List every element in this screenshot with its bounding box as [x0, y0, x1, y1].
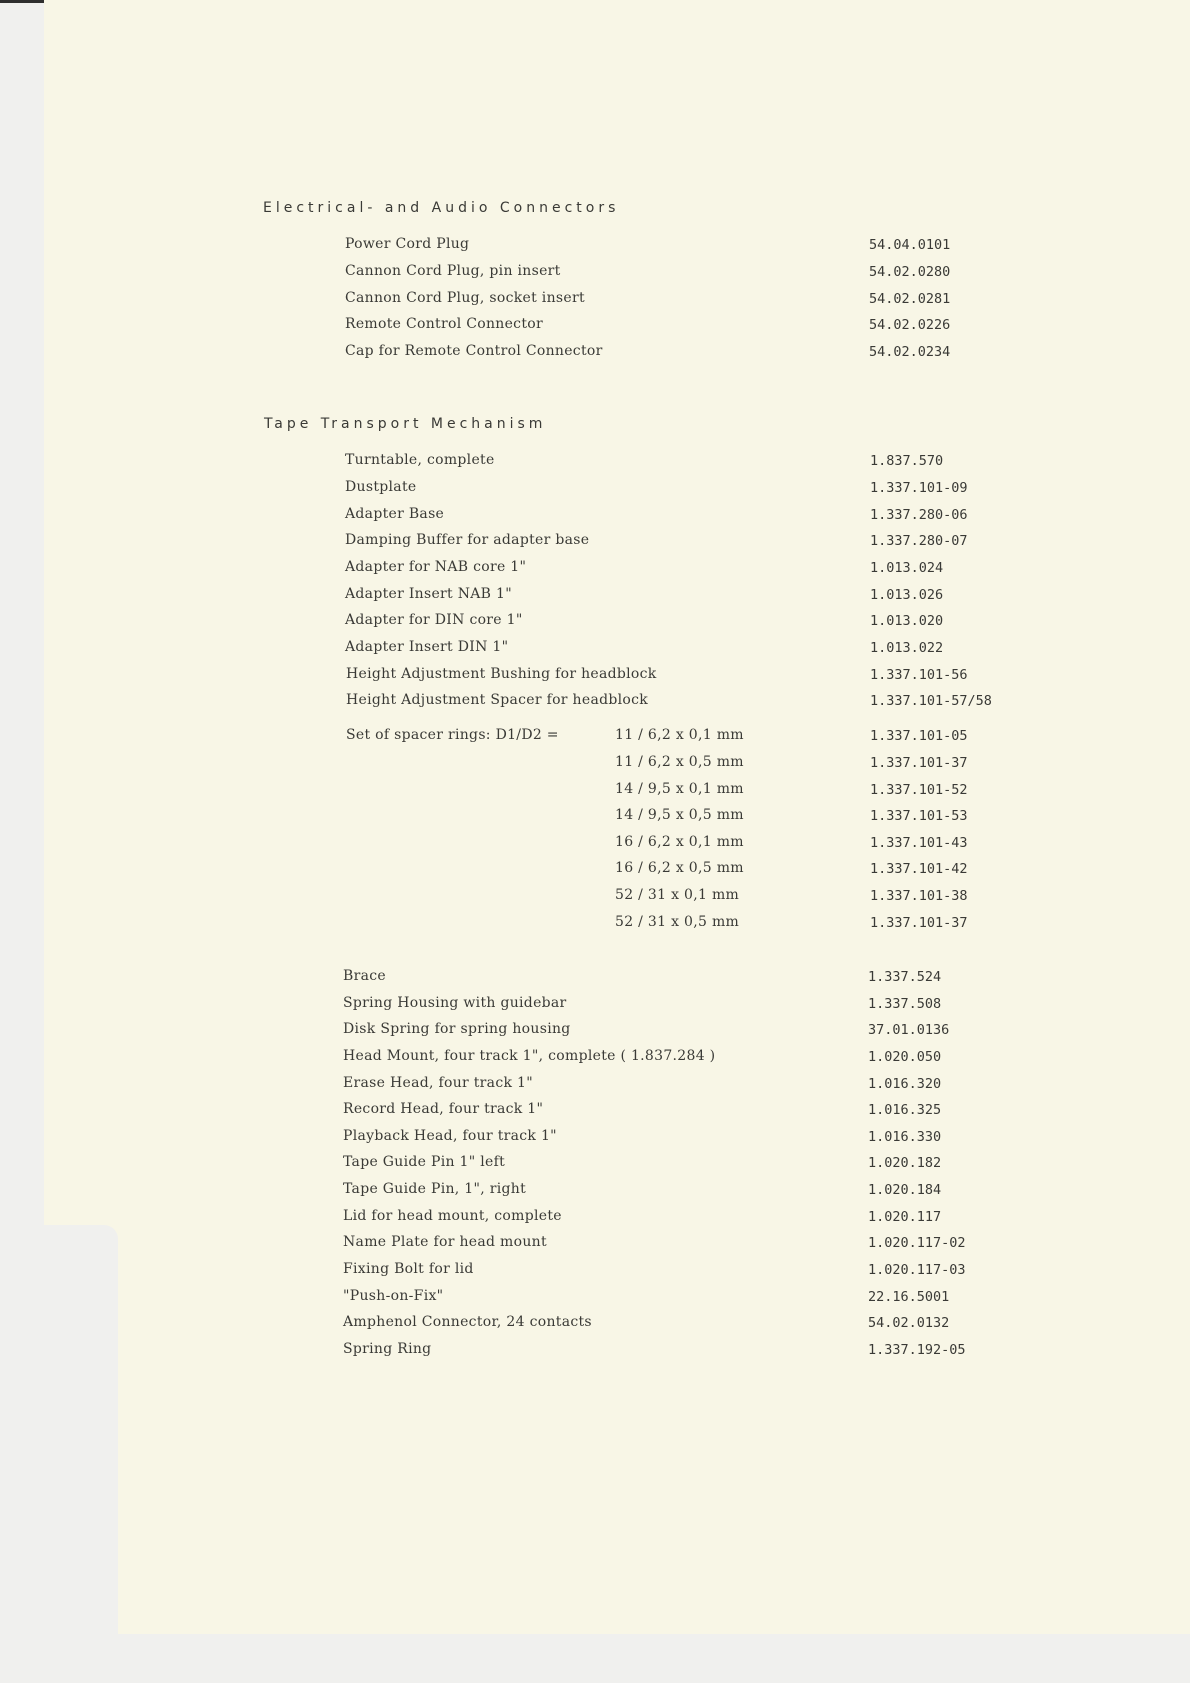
- part-number: 1.337.101-56: [870, 667, 968, 683]
- part-label: Power Cord Plug: [345, 236, 470, 252]
- part-number: 1.337.101-37: [870, 755, 968, 771]
- part-label: "Push-on-Fix": [343, 1288, 444, 1304]
- part-number: 1.337.280-06: [870, 507, 968, 523]
- section-heading-connectors: Electrical- and Audio Connectors: [263, 200, 620, 216]
- part-label: Damping Buffer for adapter base: [345, 532, 590, 548]
- ring-size: 16 / 6,2 x 0,5 mm: [615, 860, 744, 876]
- part-number: 1.016.330: [868, 1129, 942, 1145]
- part-number: 1.013.024: [870, 560, 944, 576]
- part-number: 1.337.101-57/58: [870, 693, 992, 709]
- part-number: 1.020.117-02: [868, 1235, 966, 1251]
- part-label: Height Adjustment Bushing for headblock: [346, 666, 657, 682]
- part-label: Adapter Insert DIN 1": [345, 639, 509, 655]
- part-label: Name Plate for head mount: [343, 1234, 547, 1250]
- part-label: Adapter Base: [345, 506, 445, 522]
- ring-size: 52 / 31 x 0,5 mm: [615, 914, 740, 930]
- document-page: [44, 0, 1190, 1634]
- part-number: 54.02.0281: [869, 291, 951, 307]
- part-label: Adapter for DIN core 1": [345, 612, 523, 628]
- part-number: 1.020.184: [868, 1182, 942, 1198]
- part-label: Fixing Bolt for lid: [343, 1261, 474, 1277]
- part-label: Tape Guide Pin, 1", right: [343, 1181, 527, 1197]
- part-number: 1.016.325: [868, 1102, 942, 1118]
- ring-size: 16 / 6,2 x 0,1 mm: [615, 834, 744, 850]
- part-label: Spring Housing with guidebar: [343, 995, 567, 1011]
- ring-size: 11 / 6,2 x 0,1 mm: [615, 727, 744, 743]
- part-label: Cannon Cord Plug, pin insert: [345, 263, 561, 279]
- part-number: 1.013.020: [870, 613, 944, 629]
- part-label: Record Head, four track 1": [343, 1101, 544, 1117]
- ring-size: 11 / 6,2 x 0,5 mm: [615, 754, 744, 770]
- part-label: Spring Ring: [343, 1341, 432, 1357]
- part-number: 1.337.280-07: [870, 533, 968, 549]
- part-label: Remote Control Connector: [345, 316, 543, 332]
- part-label: Amphenol Connector, 24 contacts: [343, 1314, 592, 1330]
- part-number: 1.337.524: [868, 969, 942, 985]
- part-number: 1.016.320: [868, 1076, 942, 1092]
- part-label: Brace: [343, 968, 386, 984]
- part-number: 1.337.101-38: [870, 888, 968, 904]
- part-number: 1.337.101-05: [870, 728, 968, 744]
- part-label: Erase Head, four track 1": [343, 1075, 533, 1091]
- part-number: 37.01.0136: [868, 1022, 950, 1038]
- part-number: 1.337.192-05: [868, 1342, 966, 1358]
- part-number: 1.020.182: [868, 1155, 942, 1171]
- part-label: Playback Head, four track 1": [343, 1128, 557, 1144]
- scan-edge: [0, 0, 46, 3]
- part-number: 1.337.101-43: [870, 835, 968, 851]
- part-label: Dustplate: [345, 479, 417, 495]
- part-label: Tape Guide Pin 1" left: [343, 1154, 506, 1170]
- part-label: Adapter Insert NAB 1": [345, 586, 512, 602]
- part-number: 54.02.0226: [869, 317, 951, 333]
- part-number: 1.020.050: [868, 1049, 942, 1065]
- ring-size: 52 / 31 x 0,1 mm: [615, 887, 740, 903]
- page-notch: [44, 1225, 118, 1645]
- part-label: Cannon Cord Plug, socket insert: [345, 290, 585, 306]
- spacer-rings-label: Set of spacer rings: D1/D2 =: [346, 727, 559, 743]
- part-number: 1.337.508: [868, 996, 942, 1012]
- part-number: 54.02.0132: [868, 1315, 950, 1331]
- part-number: 1.837.570: [870, 453, 944, 469]
- part-number: 54.04.0101: [869, 237, 951, 253]
- ring-size: 14 / 9,5 x 0,5 mm: [615, 807, 744, 823]
- part-number: 1.013.022: [870, 640, 944, 656]
- part-number: 1.337.101-53: [870, 808, 968, 824]
- part-number: 1.020.117: [868, 1209, 942, 1225]
- part-number: 1.337.101-09: [870, 480, 968, 496]
- part-label: Adapter for NAB core 1": [345, 559, 527, 575]
- part-number: 54.02.0280: [869, 264, 951, 280]
- part-label: Cap for Remote Control Connector: [345, 343, 603, 359]
- part-number: 54.02.0234: [869, 344, 951, 360]
- part-label: Head Mount, four track 1", complete ( 1.837.284 ): [343, 1048, 716, 1064]
- part-number: 1.337.101-52: [870, 782, 968, 798]
- part-number: 1.337.101-42: [870, 861, 968, 877]
- part-number: 1.020.117-03: [868, 1262, 966, 1278]
- part-number: 1.013.026: [870, 587, 944, 603]
- part-number: 1.337.101-37: [870, 915, 968, 931]
- part-number: 22.16.5001: [868, 1289, 950, 1305]
- part-label: Height Adjustment Spacer for headblock: [346, 692, 649, 708]
- part-label: Lid for head mount, complete: [343, 1208, 562, 1224]
- ring-size: 14 / 9,5 x 0,1 mm: [615, 781, 744, 797]
- section-heading-tape-transport: Tape Transport Mechanism: [264, 416, 547, 432]
- part-label: Turntable, complete: [345, 452, 495, 468]
- part-label: Disk Spring for spring housing: [343, 1021, 571, 1037]
